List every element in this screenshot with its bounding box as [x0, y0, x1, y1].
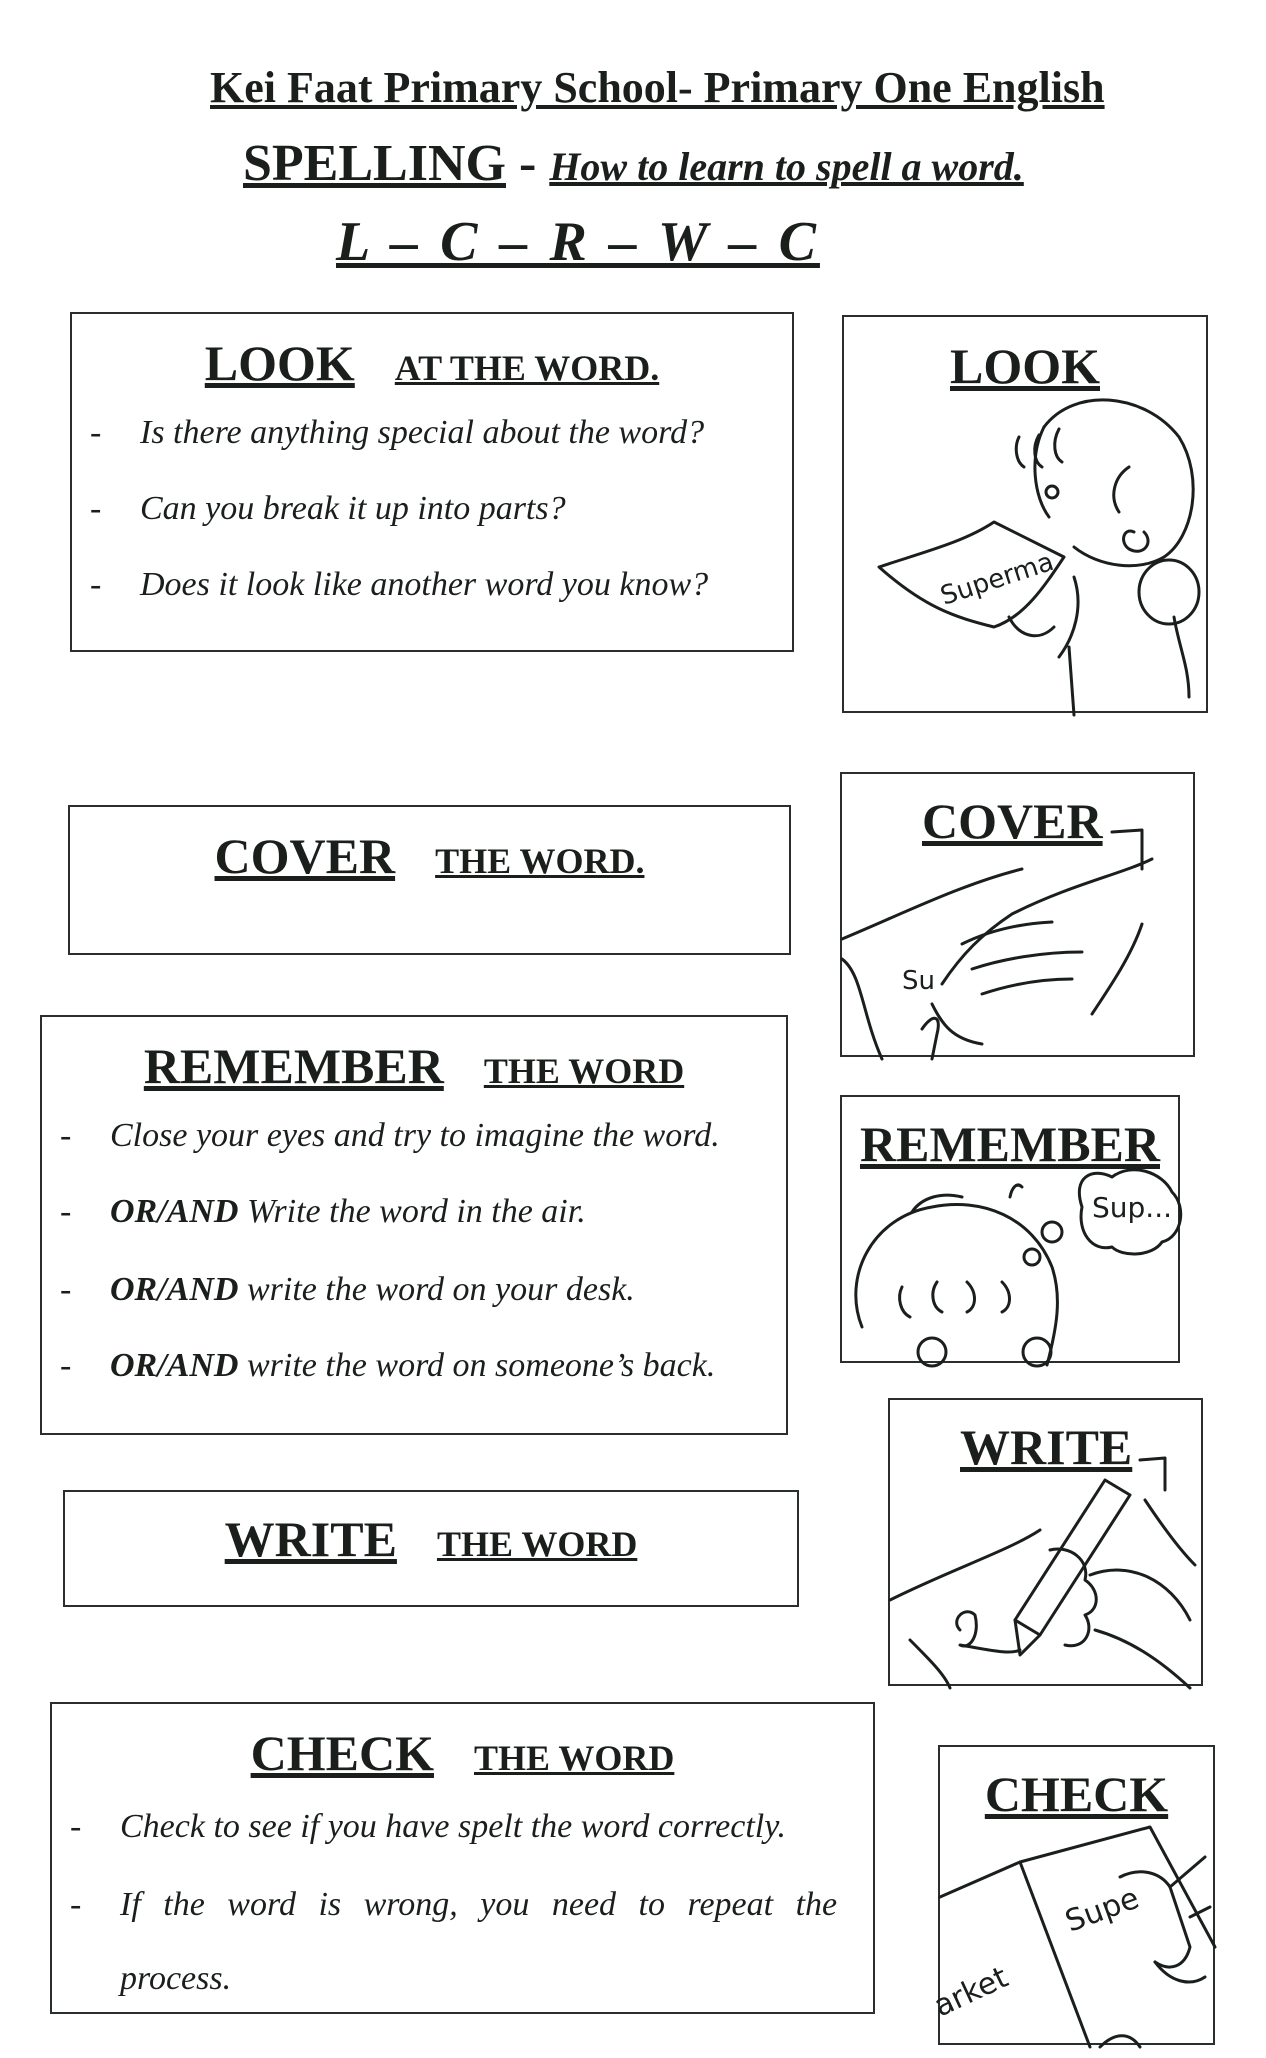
- hand-covering-icon: [842, 774, 1197, 1059]
- thinking-child-icon: [842, 1097, 1182, 1365]
- remember-heading: [42, 1037, 786, 1095]
- look-box: [70, 312, 794, 652]
- check-picture-text-right: Supe: [1060, 1880, 1144, 1940]
- remember-picture-text: Sup...: [1092, 1191, 1172, 1224]
- remember-picture-label: REMEMBER: [860, 1116, 1160, 1172]
- check-picture: [928, 1745, 1215, 2045]
- subtitle-separator: -: [505, 135, 550, 192]
- write-title: WRITE: [224, 1511, 397, 1567]
- cover-heading: [70, 827, 789, 885]
- remember-bullet-1: - Close your eyes and try to imagine the word.: [60, 1117, 720, 1154]
- look-title: LOOK: [204, 335, 355, 391]
- checking-paper-icon: [928, 1747, 1217, 2047]
- cover-title: COVER: [214, 828, 396, 884]
- write-picture-label: WRITE: [960, 1419, 1133, 1475]
- spelling-subtitle: [243, 134, 1024, 193]
- check-picture-label: CHECK: [984, 1766, 1169, 1822]
- look-picture-text: Superma: [936, 546, 1058, 612]
- remember-subtitle: THE WORD: [483, 1051, 685, 1091]
- write-picture: [888, 1398, 1203, 1686]
- cover-subtitle: THE WORD.: [435, 841, 645, 881]
- write-subtitle: THE WORD: [436, 1524, 638, 1564]
- look-heading: [72, 334, 792, 392]
- remember-picture: [840, 1095, 1180, 1363]
- check-box: [50, 1702, 875, 2014]
- look-bullet-2: - Can you break it up into parts?: [90, 490, 566, 527]
- sequence-code: L – C – R – W – C: [336, 211, 820, 273]
- remember-bullet-3: - OR/AND write the word on your desk.: [60, 1271, 635, 1308]
- look-bullet-3: - Does it look like another word you know?: [90, 566, 709, 603]
- cover-picture-text: Su: [902, 966, 935, 996]
- cover-box: [68, 805, 791, 955]
- check-heading: [52, 1724, 873, 1782]
- spelling-label: SPELLING: [243, 135, 506, 192]
- girl-reading-icon: [844, 317, 1210, 715]
- spelling-tagline: How to learn to spell a word.: [549, 144, 1024, 189]
- check-title: CHECK: [250, 1725, 434, 1781]
- look-picture-label: LOOK: [949, 338, 1101, 394]
- remember-bullet-2: - OR/AND Write the word in the air.: [60, 1193, 586, 1230]
- write-heading: [65, 1510, 797, 1568]
- cover-picture-label: COVER: [922, 793, 1103, 849]
- look-bullet-1: - Is there anything special about the word?: [90, 414, 705, 451]
- look-subtitle: AT THE WORD.: [394, 348, 660, 388]
- remember-title: REMEMBER: [143, 1038, 444, 1094]
- remember-bullet-4: - OR/AND write the word on someone’s back.: [60, 1347, 716, 1384]
- check-bullet-2-continued: process.: [120, 1960, 232, 1997]
- cover-picture: [840, 772, 1195, 1057]
- write-box: [63, 1490, 799, 1607]
- check-bullet-1: - Check to see if you have spelt the word correctly.: [70, 1808, 786, 1845]
- remember-box: [40, 1015, 788, 1435]
- check-subtitle: THE WORD: [473, 1738, 675, 1778]
- look-picture: [842, 315, 1208, 713]
- check-bullet-2: - If the word is wrong, you need to repeat the: [70, 1886, 838, 1923]
- check-picture-text-left: arket: [928, 1959, 1014, 2025]
- page-title: Kei Faat Primary School- Primary One English: [210, 63, 1105, 112]
- hand-writing-icon: [890, 1400, 1205, 1688]
